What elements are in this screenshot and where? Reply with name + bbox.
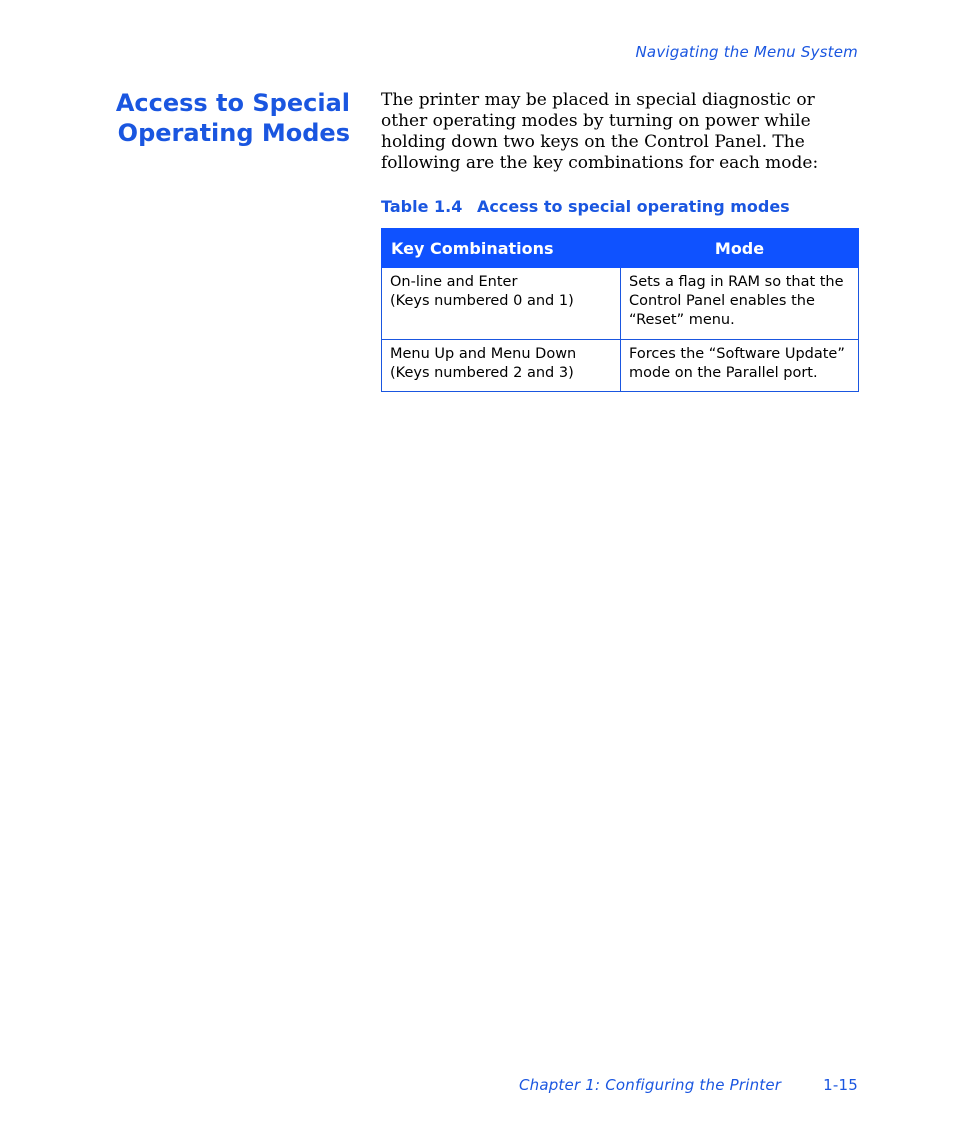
table-row xyxy=(382,268,859,340)
key-numbers-text: (Keys numbered 2 and 3) xyxy=(390,365,574,381)
mode-cell xyxy=(621,340,859,392)
table-caption-title: Access to special operating modes xyxy=(477,197,790,216)
running-header: Navigating the Menu System xyxy=(635,43,858,61)
section-title xyxy=(90,88,350,148)
body-paragraph: The printer may be placed in special diagnostic or other operating modes by turning on power while holding down two keys on the Control Panel. The following are the key combinations for each mode: xyxy=(381,90,819,173)
section-title-line-1: Access to Special xyxy=(115,89,350,117)
table-header-row xyxy=(382,229,859,268)
mode-text-line: Sets a flag in RAM so that the xyxy=(629,274,844,290)
mode-text-line: Control Panel enables the xyxy=(629,293,815,309)
running-footer xyxy=(519,1076,858,1094)
key-combination-text: Menu Up and Menu Down xyxy=(390,346,577,362)
table-row xyxy=(382,340,859,392)
key-numbers-text: (Keys numbered 0 and 1) xyxy=(390,293,574,309)
mode-cell xyxy=(621,268,859,340)
footer-chapter: Chapter 1: Configuring the Printer xyxy=(518,1076,782,1094)
mode-text-line: mode on the Parallel port. xyxy=(629,365,818,381)
key-combination-cell xyxy=(382,268,621,340)
key-combination-cell xyxy=(382,340,621,392)
section-title-line-2: Operating Modes xyxy=(117,119,350,147)
mode-text-line: Forces the “Software Update” xyxy=(629,346,845,362)
table-caption-number: Table 1.4 xyxy=(381,197,463,216)
table-caption xyxy=(381,197,790,216)
modes-table xyxy=(381,228,859,392)
page-number: 1-15 xyxy=(823,1076,858,1094)
column-header-mode: Mode xyxy=(621,229,859,268)
column-header-key-combinations: Key Combinations xyxy=(382,229,621,268)
key-combination-text: On-line and Enter xyxy=(390,274,518,290)
mode-text-line: “Reset” menu. xyxy=(629,312,735,328)
